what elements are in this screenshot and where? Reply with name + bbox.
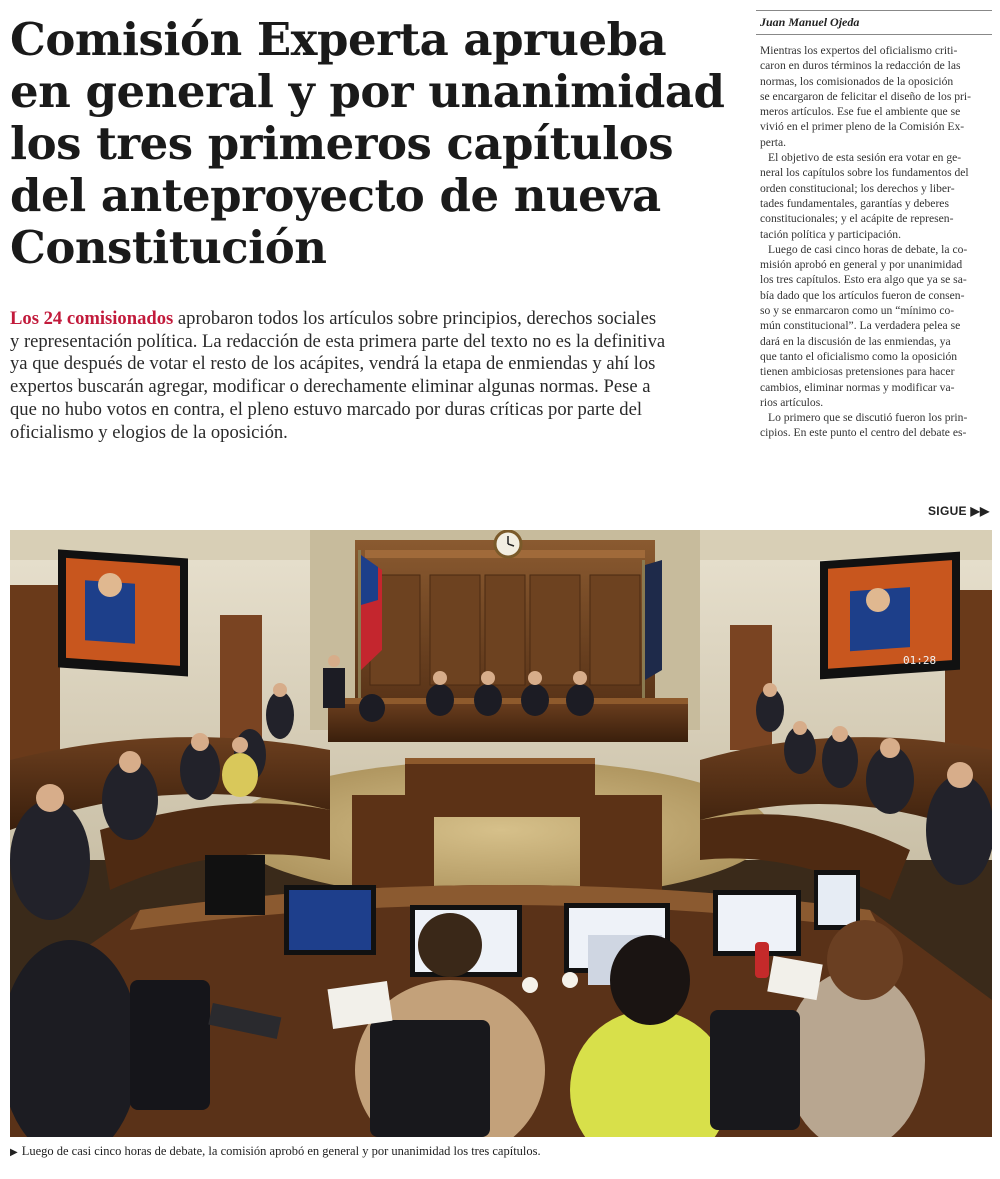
column-line: bía dado que los artículos fueron de consen-: [760, 288, 965, 302]
article-column: [756, 10, 992, 493]
screen-clock: 01:28: [903, 654, 937, 667]
lead-line: [10, 308, 690, 331]
column-line: Mientras los expertos del oficialismo criti-: [760, 44, 958, 57]
byline-rule: [756, 10, 992, 11]
headline-line: en general y por unanimidad: [10, 65, 725, 118]
caption-arrow-icon: ▶: [10, 1147, 18, 1158]
column-line: rios artículos.: [760, 395, 824, 409]
column-line: so y se enmarcaron como un “mínimo co-: [760, 304, 955, 318]
headline-line: los tres primeros capítulos: [10, 117, 674, 170]
column-line: Lo primero que se discutió fueron los prin-: [768, 411, 968, 425]
column-line: perta.: [760, 135, 787, 149]
lead-highlight: Los 24 comisionados: [10, 308, 174, 329]
column-line: misión aprobó en general y por unanimidad: [760, 258, 963, 272]
column-line: normas, los comisionados de la oposición: [760, 74, 954, 88]
continue-label[interactable]: SIGUE ▶▶: [928, 504, 990, 518]
column-line: caron en duros términos la redacción de las: [760, 59, 961, 73]
column-line: meros artículos. Ese fue el ambiente que se: [760, 105, 961, 119]
lead-line: oficialismo y elogios de la oposición.: [10, 421, 288, 443]
lead-line-text: aprobaron todos los artículos sobre principios, derechos sociales: [173, 308, 657, 329]
lead-line: y representación política. La redacción de esta primera parte del texto no es la definitiva: [10, 330, 666, 352]
lead-paragraph: [10, 308, 690, 444]
column-line: mún constitucional”. La verdadera pelea se: [760, 319, 961, 333]
headline: [10, 13, 725, 274]
column-text: [756, 43, 992, 493]
column-line: Luego de casi cinco horas de debate, la co-: [768, 242, 968, 256]
chamber-photo-illustration: [10, 530, 992, 1137]
photo-caption: [10, 1144, 992, 1159]
column-line: los tres capítulos. Esto era algo que ya se sa-: [760, 273, 967, 287]
headline-line: Comisión Experta aprueba: [10, 13, 667, 66]
chamber-photo: [10, 530, 992, 1137]
column-line: tación política y participación.: [760, 227, 902, 241]
column-line: cipios. En este punto el centro del debate es-: [760, 426, 967, 440]
lead-line: expertos buscarán agregar, modificar o derechamente eliminar algunas normas. Pese a: [10, 376, 651, 398]
column-line: tades fundamentales, garantías y deberes: [760, 196, 949, 210]
column-line: orden constitucional; los derechos y liber-: [760, 181, 955, 195]
lead-line: ya que después de votar el resto de los acápites, vendrá la etapa de enmiendas y ahí los: [10, 353, 656, 375]
byline: Juan Manuel Ojeda: [756, 15, 992, 35]
column-line: El objetivo de esta sesión era votar en ge-: [768, 151, 962, 165]
column-line: tienen ambiciosas pretensiones para hacer: [760, 365, 955, 379]
column-line: vivió en el primer pleno de la Comisión Ex-: [760, 120, 965, 134]
column-line: cambios, eliminar normas y modificar va-: [760, 380, 955, 394]
lead-line: que no hubo votos en contra, el pleno estuvo marcado por duras críticas por parte del: [10, 398, 642, 420]
column-line: se encargaron de felicitar el diseño de los pri-: [760, 89, 971, 103]
caption-text: Luego de casi cinco horas de debate, la comisión aprobó en general y por unanimidad los tres capítulos.: [21, 1144, 541, 1158]
headline-line: Constitución: [10, 221, 327, 274]
headline-line: del anteproyecto de nueva: [10, 169, 661, 222]
column-line: neral los capítulos sobre los fundamentos del: [760, 166, 969, 180]
column-line: dará en la discusión de las enmiendas, ya: [760, 334, 951, 348]
column-line: que tanto el oficialismo como la oposición: [760, 349, 958, 363]
column-line: constitucionales; y el acápite de represen-: [760, 212, 954, 226]
